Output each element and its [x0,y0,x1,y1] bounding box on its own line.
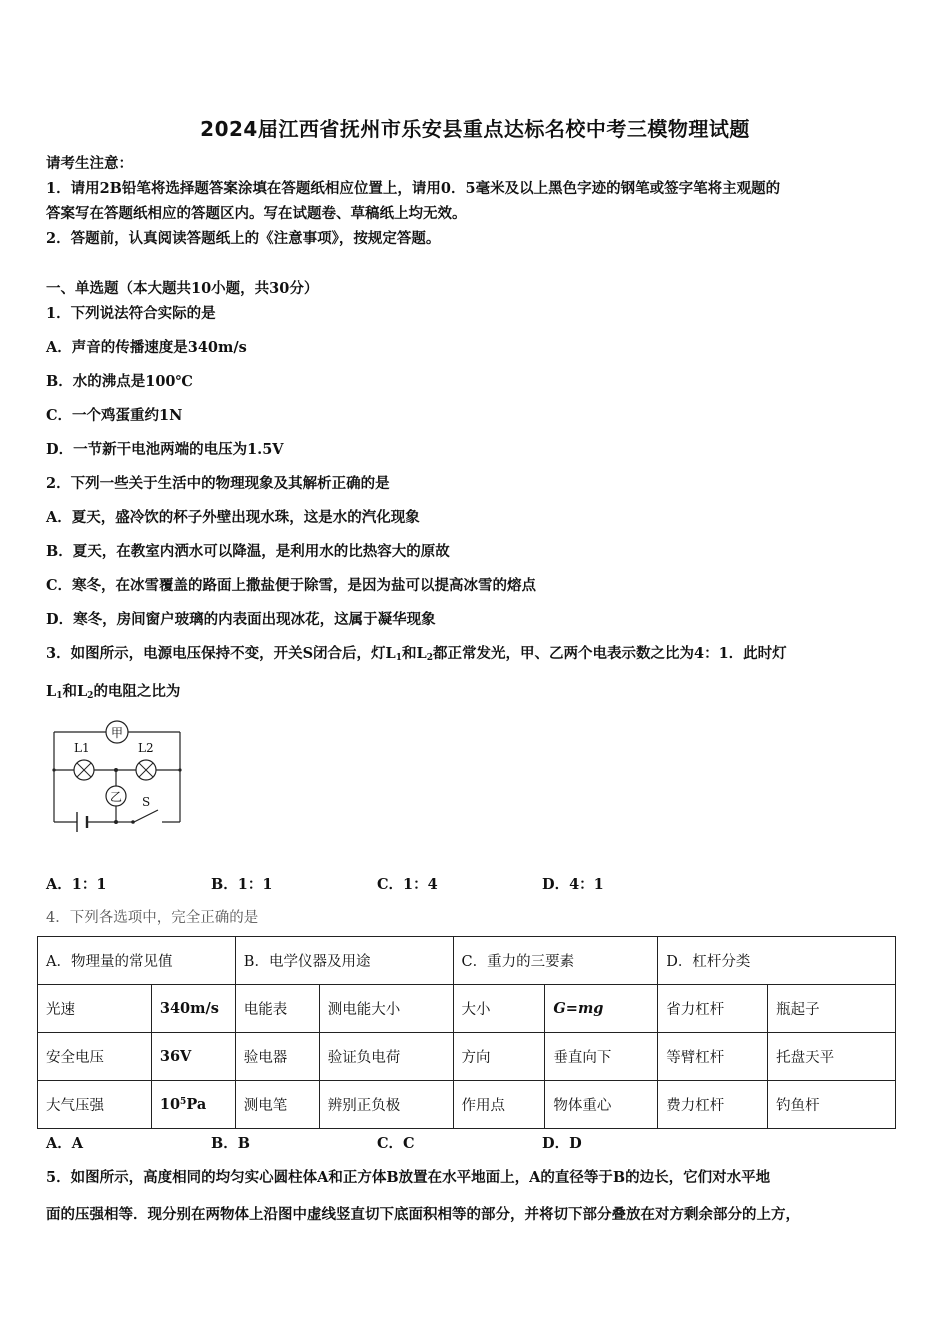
q4-option-d: D．D [542,1135,582,1152]
q3-stem-cont: $L_1$和$L_2$的电阻之比为 [46,683,181,701]
q2-option-b: B．夏天，在教室内洒水可以降温，是利用水的比热容大的原故 [46,543,450,560]
lamp-l2-icon [136,760,156,780]
table-cell: 辨别正负极 [319,1081,453,1129]
meter-jia-label: 甲 [110,726,124,740]
q5-stem: 5．如图所示，高度相同的均匀实心圆柱体A和正方体B放置在水平地面上，A的直径等于B的边长，它们对水平地 [46,1169,771,1186]
table-cell: 340m/s [151,985,235,1033]
table-row [38,1081,896,1129]
notice-heading: 请考生注意： [46,155,133,172]
table-cell: 验电器 [235,1033,319,1081]
q3-option-c: C．1：4 [377,876,438,893]
table-row [38,985,896,1033]
q4-stem: 4．下列各选项中，完全正确的是 [46,910,259,926]
switch-label: S [142,795,151,809]
q1-option-d: D．一节新干电池两端的电压为1.5V [46,441,284,458]
junction-dot [178,768,181,771]
section-heading: 一、单选题（本大题共10小题，共30分） [46,280,319,297]
table-cell: $10^5Pa$ [151,1081,235,1129]
battery-icon [77,812,87,832]
q1-option-a: A．声音的传播速度是340m/s [46,339,247,356]
meter-jia-icon [106,721,128,743]
page-title: 2024届江西省抚州市乐安县重点达标名校中考三模物理试题 [200,117,750,141]
lamp-l2-label: L2 [138,741,154,755]
table-header-b: B．电学仪器及用途 [235,937,453,985]
q2-stem: 2．下列一些关于生活中的物理现象及其解析正确的是 [46,475,390,492]
q4-table [37,936,896,1129]
q1-stem: 1．下列说法符合实际的是 [46,305,216,322]
table-header-d: D．杠杆分类 [658,937,896,985]
lamp-l1-icon [74,760,94,780]
junction-dot [114,768,118,772]
table-cell: 36V [151,1033,235,1081]
table-cell: G=mg [545,985,658,1033]
switch-contact [131,820,135,824]
table-cell: 作用点 [453,1081,545,1129]
junction-dot [52,768,55,771]
meter-yi-icon [106,786,126,806]
table-cell: 测电能大小 [319,985,453,1033]
q1-option-b: B．水的沸点是100℃ [46,373,193,390]
table-cell: 安全电压 [38,1033,152,1081]
notice-line-1-cont: 答案写在答题纸相应的答题区内。写在试题卷、草稿纸上均无效。 [46,205,467,222]
table-header-c: C．重力的三要素 [453,937,658,985]
q1-option-c: C．一个鸡蛋重约1N [46,407,183,424]
table-cell: 瓶起子 [768,985,896,1033]
q3-option-d: D．4：1 [542,876,604,893]
table-header-a: A．物理量的常见值 [38,937,236,985]
notice-line-2: 2．答题前，认真阅读答题纸上的《注意事项》，按规定答题。 [46,230,441,247]
table-cell: 费力杠杆 [658,1081,768,1129]
junction-dot [114,820,118,824]
q2-option-d: D．寒冬，房间窗户玻璃的内表面出现冰花，这属于凝华现象 [46,611,436,628]
table-header-row [38,937,896,985]
table-cell: 光速 [38,985,152,1033]
table-cell: 钓鱼杆 [768,1081,896,1129]
table-cell: 电能表 [235,985,319,1033]
q4-option-a: A．A [46,1135,84,1152]
q4-option-b: B．B [211,1135,251,1152]
table-cell: 方向 [453,1033,545,1081]
table-cell: 验证负电荷 [319,1033,453,1081]
q2-option-a: A．夏天，盛冷饮的杯子外壁出现水珠，这是水的汽化现象 [46,509,420,526]
table-cell: 省力杠杆 [658,985,768,1033]
table-cell: 大气压强 [38,1081,152,1129]
q5-stem-cont: 面的压强相等．现分别在两物体上沿图中虚线竖直切下底面积相等的部分，并将切下部分叠放在对方剩余部分的上方， [46,1206,800,1223]
q3-stem: 3．如图所示，电源电压保持不变，开关S闭合后，灯$L_1$和$L_2$都正常发光，甲、乙两个电表示数之比为4：1．此时灯 [46,645,787,663]
table-cell: 垂直向下 [545,1033,658,1081]
q3-option-b: B．1：1 [211,876,273,893]
q3-option-a: A．1：1 [46,876,107,893]
lamp-l1-label: L1 [74,741,90,755]
q4-option-c: C．C [377,1135,415,1152]
table-cell: 等臂杠杆 [658,1033,768,1081]
table-row [38,1033,896,1081]
notice-line-1: 1．请用2B铅笔将选择题答案涂填在答题纸相应位置上，请用0．5毫米及以上黑色字迹的钢笔或签字笔将主观题的 [46,180,781,197]
table-cell: 托盘天平 [768,1033,896,1081]
table-cell: 大小 [453,985,545,1033]
table-cell: 物体重心 [545,1081,658,1129]
circuit-diagram [46,712,186,840]
q2-option-c: C．寒冬，在冰雪覆盖的路面上撒盐便于除雪，是因为盐可以提高冰雪的熔点 [46,577,537,594]
meter-yi-label: 乙 [109,790,123,804]
table-cell: 测电笔 [235,1081,319,1129]
